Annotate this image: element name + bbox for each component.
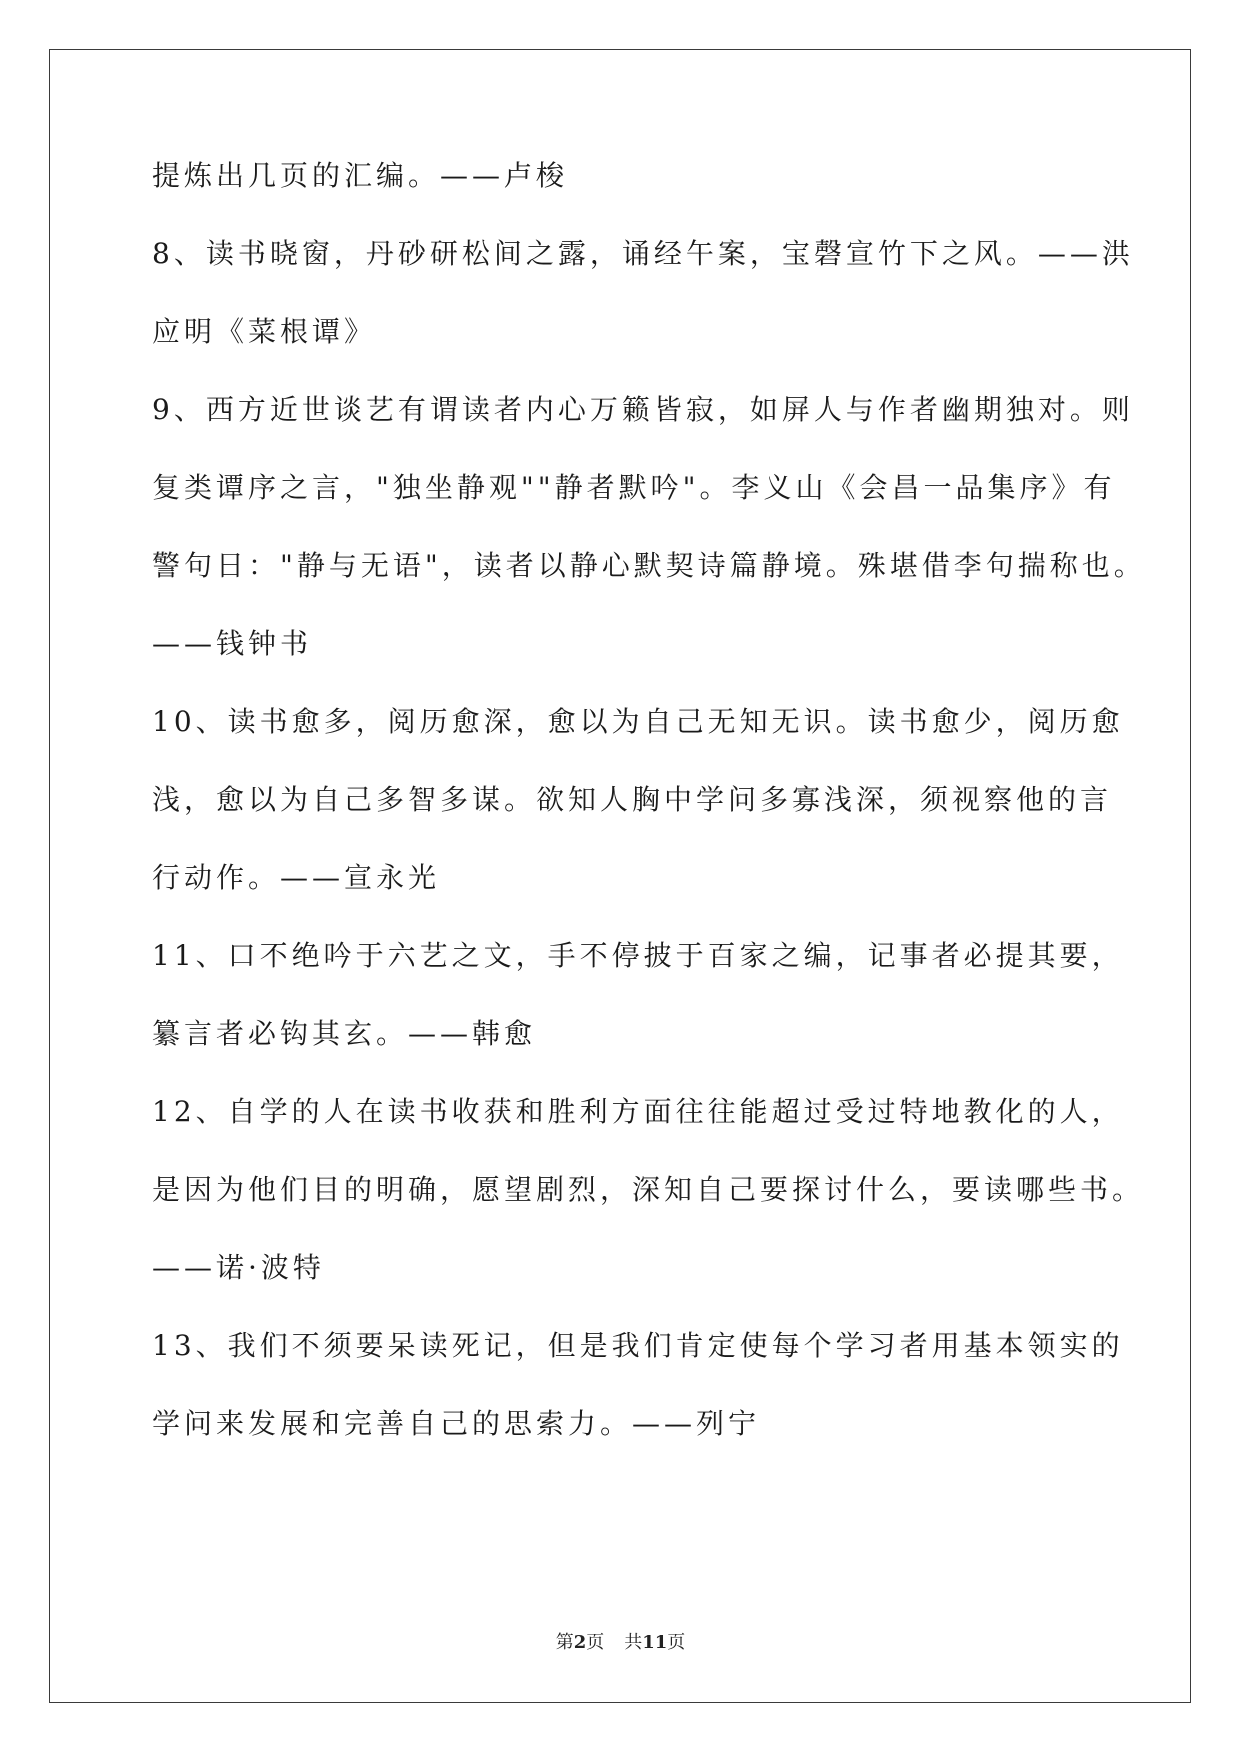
text-line: 提炼出几页的汇编。——卢梭 xyxy=(152,159,569,192)
page-prefix: 第 xyxy=(555,1632,574,1653)
text-line: 学问来发展和完善自己的思索力。——列宁 xyxy=(152,1407,761,1440)
text-line: ——钱钟书 xyxy=(152,627,313,660)
text-line: 纂言者必钩其玄。——韩愈 xyxy=(152,1017,537,1050)
document-body xyxy=(152,157,1146,1463)
text-line: 11、口不绝吟于六艺之文，手不停披于百家之编，记事者必提其要， xyxy=(152,939,1124,972)
text-line: 行动作。——宣永光 xyxy=(152,861,441,894)
text-line: 8、读书晓窗，丹砂研松间之露，诵经午案，宝磬宣竹下之风。——洪 xyxy=(152,237,1134,270)
text-line: 10、读书愈多，阅历愈深，愈以为自己无知无识。读书愈少，阅历愈 xyxy=(152,705,1124,738)
text-line: ——诺·波特 xyxy=(152,1251,325,1284)
total-prefix: 共 xyxy=(624,1632,643,1653)
text-line: 12、自学的人在读书收获和胜利方面往往能超过受过特地教化的人， xyxy=(152,1095,1124,1128)
total-pages: 11 xyxy=(642,1632,668,1653)
text-line: 复类谭序之言，"独坐静观""静者默吟"。李义山《会昌一品集序》有 xyxy=(152,471,1116,504)
text-line: 应明《菜根谭》 xyxy=(152,315,377,348)
text-line: 警句日："静与无语"，读者以静心默契诗篇静境。殊堪借李句揣称也。 xyxy=(152,549,1146,582)
text-line: 浅，愈以为自己多智多谋。欲知人胸中学问多寡浅深，须视察他的言 xyxy=(152,783,1113,816)
page-suffix: 页 xyxy=(586,1632,605,1653)
page-number: 2 xyxy=(573,1632,587,1653)
text-line: 13、我们不须要呆读死记，但是我们肯定使每个学习者用基本领实的 xyxy=(152,1329,1124,1362)
page-footer xyxy=(0,1628,1241,1654)
text-line: 是因为他们目的明确，愿望剧烈，深知自己要探讨什么，要读哪些书。 xyxy=(152,1173,1145,1206)
total-suffix: 页 xyxy=(667,1632,686,1653)
text-line: 9、西方近世谈艺有谓读者内心万籁皆寂，如屏人与作者幽期独对。则 xyxy=(152,393,1134,426)
